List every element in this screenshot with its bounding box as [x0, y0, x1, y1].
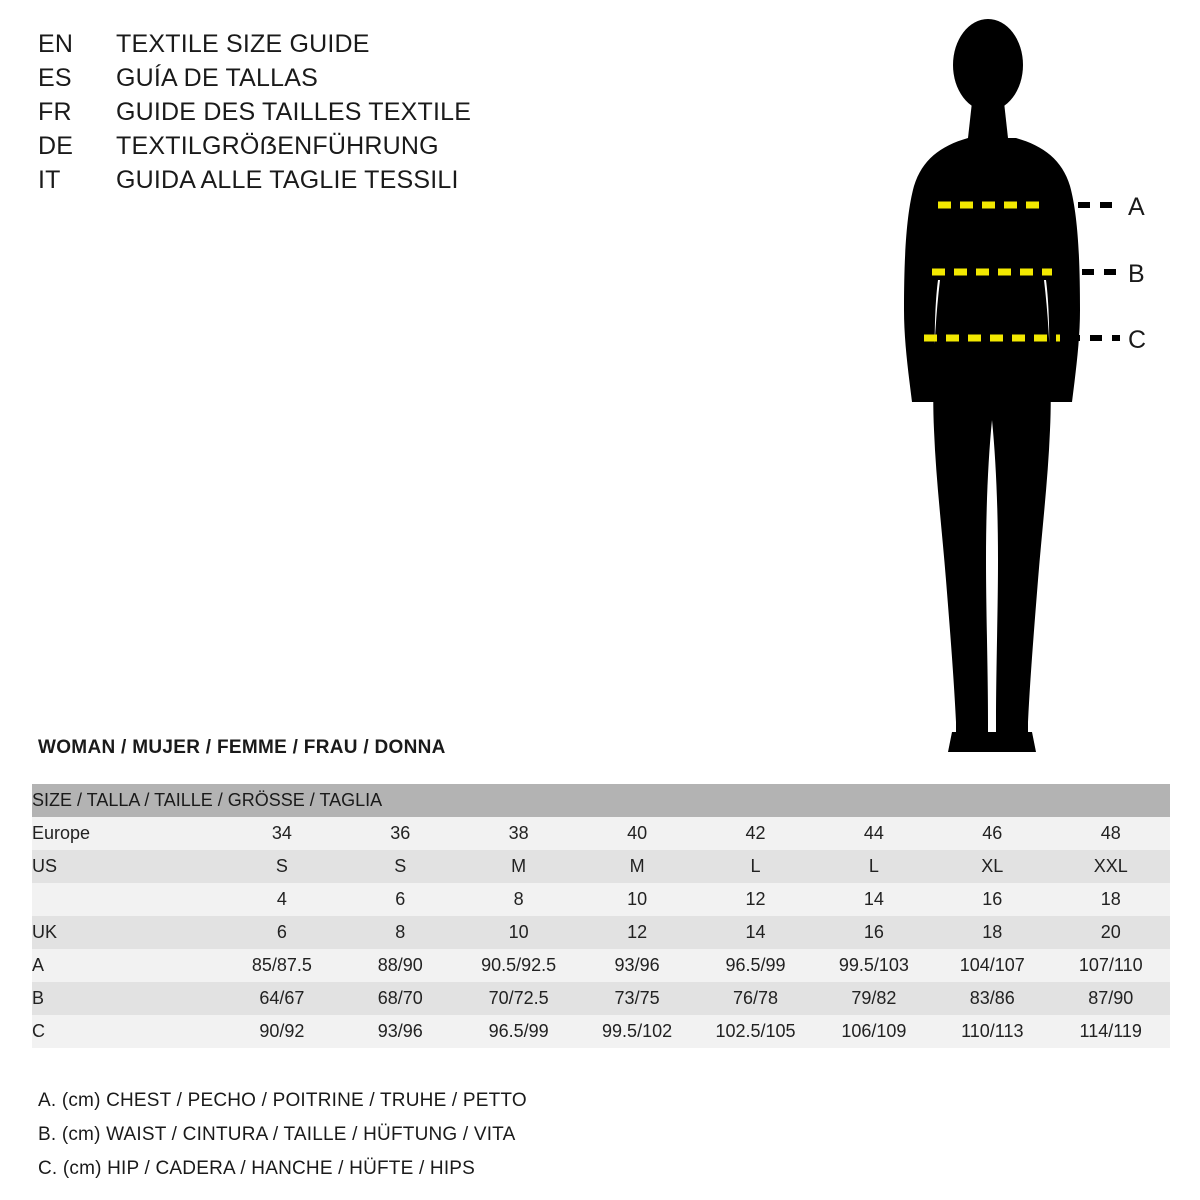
cell-a-0: 85/87.5	[223, 949, 341, 982]
title-text-es: GUÍA DE TALLAS	[116, 64, 318, 92]
row-label-b: B	[32, 982, 223, 1015]
row-label-us: US	[32, 850, 223, 883]
table-row	[32, 949, 1170, 982]
cell-b-4: 76/78	[696, 982, 814, 1015]
size-table	[32, 784, 1170, 1048]
table-header-label: SIZE / TALLA / TAILLE / GRÖSSE / TAGLIA	[32, 784, 1170, 817]
cell-usnum-3: 10	[578, 883, 696, 916]
row-label-c: C	[32, 1015, 223, 1048]
cell-a-5: 99.5/103	[815, 949, 933, 982]
language-code-es: ES	[38, 64, 72, 92]
cell-b-7: 87/90	[1052, 982, 1171, 1015]
cell-us-5: L	[815, 850, 933, 883]
language-code-fr: FR	[38, 98, 72, 126]
cell-c-2: 96.5/99	[459, 1015, 577, 1048]
cell-uk-2: 10	[459, 916, 577, 949]
table-row	[32, 883, 1170, 916]
title-row-it	[38, 166, 738, 195]
row-label-a: A	[32, 949, 223, 982]
table-row	[32, 850, 1170, 883]
language-code-it: IT	[38, 166, 61, 194]
cell-b-0: 64/67	[223, 982, 341, 1015]
cell-a-6: 104/107	[933, 949, 1051, 982]
table-row	[32, 916, 1170, 949]
note-waist: B. (cm) WAIST / CINTURA / TAILLE / HÜFTUNG / VITA	[38, 1124, 516, 1145]
language-code-en: EN	[38, 30, 74, 58]
cell-us-0: S	[223, 850, 341, 883]
marker-label-c: C	[1128, 326, 1147, 354]
table-caption: WOMAN / MUJER / FEMME / FRAU / DONNA	[38, 737, 446, 758]
cell-usnum-0: 4	[223, 883, 341, 916]
figure-area	[860, 10, 1190, 770]
cell-a-2: 90.5/92.5	[459, 949, 577, 982]
cell-b-3: 73/75	[578, 982, 696, 1015]
title-text-de: TEXTILGRÖẞENFÜHRUNG	[116, 132, 439, 160]
cell-c-7: 114/119	[1052, 1015, 1171, 1048]
cell-a-4: 96.5/99	[696, 949, 814, 982]
title-row-fr	[38, 98, 738, 127]
marker-label-b: B	[1128, 260, 1145, 288]
cell-a-1: 88/90	[341, 949, 459, 982]
cell-europe-1: 36	[341, 817, 459, 850]
cell-a-3: 93/96	[578, 949, 696, 982]
cell-uk-7: 20	[1052, 916, 1171, 949]
title-text-fr: GUIDE DES TAILLES TEXTILE	[116, 98, 472, 126]
title-row-es	[38, 64, 738, 93]
note-chest: A. (cm) CHEST / PECHO / POITRINE / TRUHE / PETTO	[38, 1090, 527, 1111]
cell-b-1: 68/70	[341, 982, 459, 1015]
table-row	[32, 817, 1170, 850]
cell-c-0: 90/92	[223, 1015, 341, 1048]
cell-europe-7: 48	[1052, 817, 1171, 850]
cell-usnum-6: 16	[933, 883, 1051, 916]
cell-uk-5: 16	[815, 916, 933, 949]
note-hip: C. (cm) HIP / CADERA / HANCHE / HÜFTE / HIPS	[38, 1158, 476, 1179]
cell-usnum-1: 6	[341, 883, 459, 916]
cell-us-3: M	[578, 850, 696, 883]
cell-b-2: 70/72.5	[459, 982, 577, 1015]
cell-uk-3: 12	[578, 916, 696, 949]
cell-uk-6: 18	[933, 916, 1051, 949]
cell-us-7: XXL	[1052, 850, 1171, 883]
cell-europe-4: 42	[696, 817, 814, 850]
measurement-notes	[38, 1090, 838, 1192]
cell-uk-4: 14	[696, 916, 814, 949]
title-block	[38, 30, 738, 200]
cell-europe-6: 46	[933, 817, 1051, 850]
title-row-de	[38, 132, 738, 161]
cell-usnum-4: 12	[696, 883, 814, 916]
row-label-europe: Europe	[32, 817, 223, 850]
cell-a-7: 107/110	[1052, 949, 1171, 982]
cell-b-6: 83/86	[933, 982, 1051, 1015]
cell-c-1: 93/96	[341, 1015, 459, 1048]
cell-c-6: 110/113	[933, 1015, 1051, 1048]
marker-label-a: A	[1128, 193, 1145, 221]
cell-usnum-5: 14	[815, 883, 933, 916]
cell-b-5: 79/82	[815, 982, 933, 1015]
cell-c-4: 102.5/105	[696, 1015, 814, 1048]
language-code-de: DE	[38, 132, 74, 160]
cell-us-4: L	[696, 850, 814, 883]
cell-us-2: M	[459, 850, 577, 883]
row-label-us-numeric	[32, 883, 223, 916]
cell-uk-0: 6	[223, 916, 341, 949]
cell-europe-2: 38	[459, 817, 577, 850]
cell-c-5: 106/109	[815, 1015, 933, 1048]
cell-europe-3: 40	[578, 817, 696, 850]
table-row	[32, 982, 1170, 1015]
cell-europe-0: 34	[223, 817, 341, 850]
title-text-it: GUIDA ALLE TAGLIE TESSILI	[116, 166, 459, 194]
title-text-en: TEXTILE SIZE GUIDE	[116, 30, 370, 58]
cell-c-3: 99.5/102	[578, 1015, 696, 1048]
table-row	[32, 1015, 1170, 1048]
female-body-silhouette-icon	[860, 10, 1190, 770]
cell-us-6: XL	[933, 850, 1051, 883]
table-header-row	[32, 784, 1170, 817]
row-label-uk: UK	[32, 916, 223, 949]
cell-uk-1: 8	[341, 916, 459, 949]
cell-usnum-7: 18	[1052, 883, 1171, 916]
title-row-en	[38, 30, 738, 59]
cell-usnum-2: 8	[459, 883, 577, 916]
cell-us-1: S	[341, 850, 459, 883]
cell-europe-5: 44	[815, 817, 933, 850]
